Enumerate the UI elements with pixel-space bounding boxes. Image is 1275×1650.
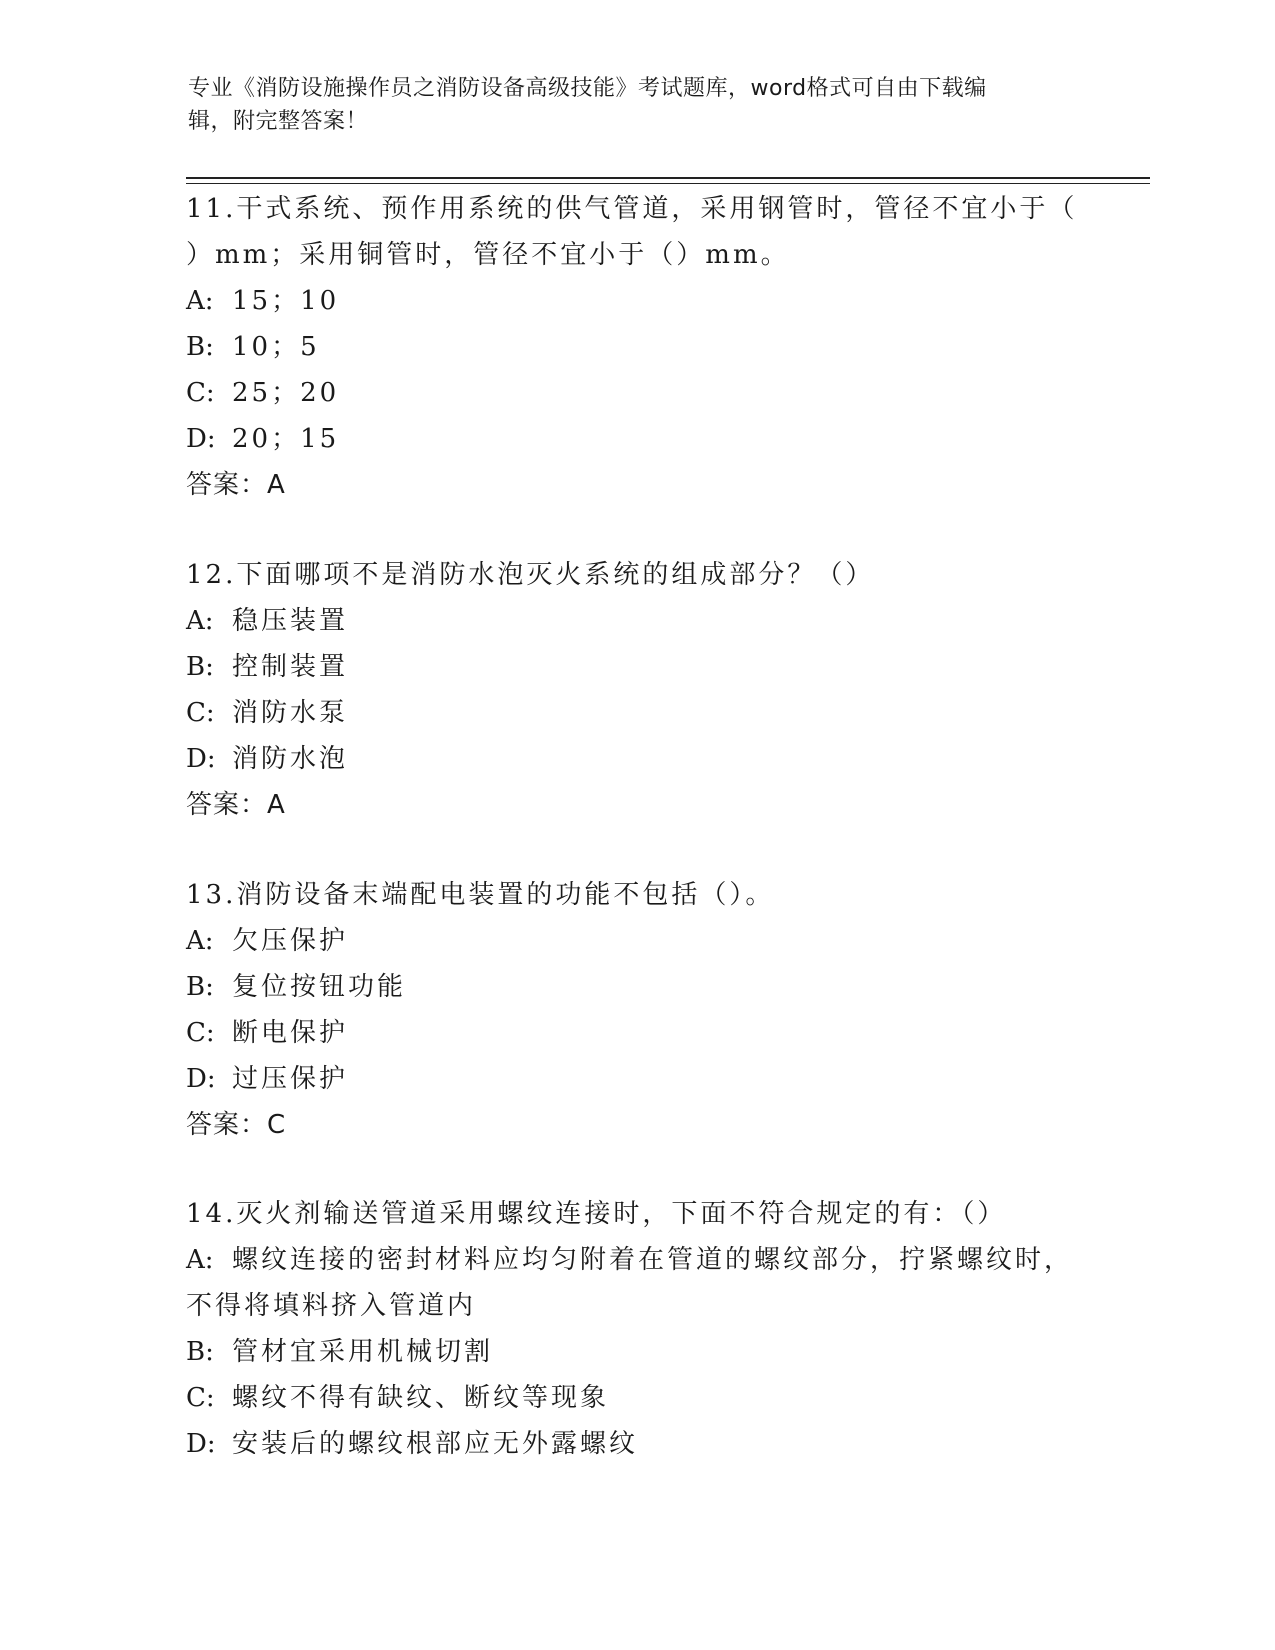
- option-b: [186, 1329, 1086, 1375]
- option-d: [186, 1421, 1086, 1467]
- option-b: [186, 324, 1086, 370]
- option-text: 10；5: [232, 332, 320, 362]
- option-text: 消防水泵: [232, 698, 349, 728]
- option-d: [186, 736, 1086, 782]
- question-stem: [186, 1191, 1086, 1237]
- option-label: C:: [186, 698, 215, 728]
- option-a: [186, 918, 1086, 964]
- option-label: C:: [186, 378, 215, 408]
- option-label: D:: [186, 424, 216, 454]
- document-header: [188, 72, 1068, 138]
- option-text: 螺纹连接的密封材料应均匀附着在管道的螺纹部分，拧紧螺纹时，: [232, 1245, 1074, 1275]
- option-label: A:: [186, 1245, 214, 1275]
- option-b: [186, 644, 1086, 690]
- option-label: A:: [186, 286, 214, 316]
- option-label: B:: [186, 972, 214, 1002]
- question-stem: [186, 552, 1086, 598]
- option-text: 欠压保护: [232, 926, 349, 956]
- option-a: [186, 278, 1086, 324]
- option-a: [186, 598, 1086, 644]
- question-11: [186, 186, 1086, 508]
- option-label: D:: [186, 1429, 216, 1459]
- option-label: D:: [186, 1064, 216, 1094]
- answer-line: 答案：A: [186, 470, 286, 500]
- option-text: 管材宜采用机械切割: [232, 1337, 494, 1367]
- option-b: [186, 964, 1086, 1010]
- answer-line: 答案：A: [186, 790, 286, 820]
- option-a-continuation: 不得将填料挤入管道内: [186, 1291, 477, 1321]
- header-divider-thin: [186, 183, 1150, 184]
- question-stem: [186, 872, 1086, 918]
- option-text: 稳压装置: [232, 606, 349, 636]
- option-text: 25；20: [232, 378, 340, 408]
- question-12: [186, 552, 1086, 828]
- option-text: 螺纹不得有缺纹、断纹等现象: [232, 1383, 610, 1413]
- option-label: B:: [186, 652, 214, 682]
- header-line-2: 辑，附完整答案！: [188, 109, 369, 134]
- option-label: A:: [186, 606, 214, 636]
- option-text: 20；15: [232, 424, 340, 454]
- option-label: B:: [186, 332, 214, 362]
- option-c: [186, 1375, 1086, 1421]
- option-label: B:: [186, 1337, 214, 1367]
- question-stem-line: 14.灭火剂输送管道采用螺纹连接时，下面不符合规定的有：（）: [186, 1199, 1007, 1229]
- question-stem: [186, 186, 1086, 278]
- question-14: [186, 1191, 1086, 1467]
- option-text: 过压保护: [232, 1064, 349, 1094]
- option-text: 断电保护: [232, 1018, 349, 1048]
- option-label: D:: [186, 744, 216, 774]
- option-a: [186, 1237, 1086, 1283]
- question-stem-line: 12.下面哪项不是消防水泡灭火系统的组成部分？（）: [186, 560, 875, 590]
- answer-line: 答案：C: [186, 1110, 287, 1140]
- option-text: 消防水泡: [232, 744, 349, 774]
- option-label: A:: [186, 926, 214, 956]
- option-c: [186, 1010, 1086, 1056]
- question-stem-line: ）mm；采用铜管时，管径不宜小于（）mm。: [186, 240, 790, 270]
- question-13: [186, 872, 1086, 1148]
- question-stem-line: 11.干式系统、预作用系统的供气管道，采用钢管时，管径不宜小于（: [186, 194, 1078, 224]
- option-c: [186, 690, 1086, 736]
- option-label: C:: [186, 1018, 215, 1048]
- header-line-1: 专业《消防设施操作员之消防设备高级技能》考试题库，word格式可自由下载编: [188, 76, 987, 101]
- option-text: 安装后的螺纹根部应无外露螺纹: [232, 1429, 639, 1459]
- option-d: [186, 1056, 1086, 1102]
- question-stem-line: 13.消防设备末端配电装置的功能不包括（）。: [186, 880, 775, 910]
- header-divider-thick: [186, 177, 1150, 179]
- option-text: 控制装置: [232, 652, 349, 682]
- option-text: 复位按钮功能: [232, 972, 407, 1002]
- option-text: 15；10: [232, 286, 340, 316]
- option-d: [186, 416, 1086, 462]
- option-label: C:: [186, 1383, 215, 1413]
- option-c: [186, 370, 1086, 416]
